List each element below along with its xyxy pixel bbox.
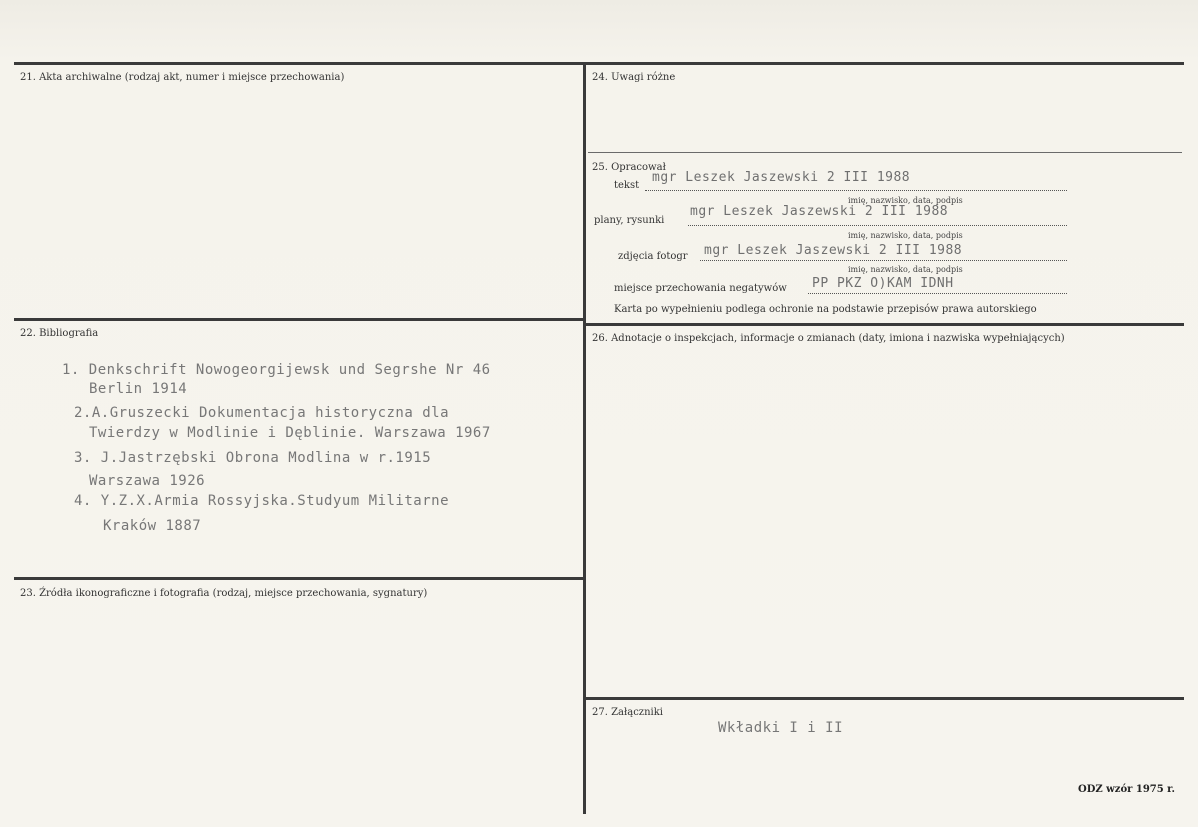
right-rule-25 bbox=[588, 152, 1182, 153]
bibliography-line-6: Warszawa 1926 bbox=[89, 473, 206, 489]
negatywy-label: miejsce przechowania negatywów bbox=[614, 283, 787, 294]
plany-caption: imię, nazwisko, data, podpis bbox=[848, 231, 963, 240]
section-24-label: 24. Uwagi różne bbox=[592, 72, 676, 83]
attachments-value: Wkładki I i II bbox=[718, 720, 844, 736]
top-rule bbox=[14, 62, 1184, 65]
bibliography-line-2: Berlin 1914 bbox=[89, 381, 188, 397]
bibliography-line-8: Kraków 1887 bbox=[103, 518, 202, 534]
plany-line bbox=[688, 225, 1067, 226]
section-23-label: 23. Źródła ikonograficzne i fotografia (rodzaj, miejsce przechowania, sygnatury) bbox=[20, 588, 428, 599]
zdjecia-line bbox=[700, 260, 1067, 261]
negatywy-line bbox=[808, 293, 1067, 294]
bibliography-line-5: 3. J.Jastrzębski Obrona Modlina w r.1915 bbox=[74, 450, 432, 466]
left-rule-22 bbox=[14, 318, 583, 321]
copyright-note: Karta po wypełnieniu podlega ochronie na podstawie przepisów prawa autorskiego bbox=[614, 304, 1037, 315]
tekst-line bbox=[645, 190, 1067, 191]
negatywy-value: PP PKZ O)KAM IDNH bbox=[812, 276, 954, 291]
section-26-label: 26. Adnotacje o inspekcjach, informacje o zmianach (daty, imiona i nazwiska wypełniających) bbox=[592, 333, 1065, 344]
right-rule-27 bbox=[586, 697, 1184, 700]
bibliography-line-4: Twierdzy w Modlinie i Dęblinie. Warszawa 1967 bbox=[89, 425, 491, 441]
section-22-label: 22. Bibliografia bbox=[20, 328, 99, 339]
plany-label: plany, rysunki bbox=[594, 215, 665, 226]
bibliography-line-7: 4. Y.Z.X.Armia Rossyjska.Studyum Militarne bbox=[74, 493, 450, 509]
zdjecia-label: zdjęcia fotogr bbox=[618, 251, 688, 262]
bibliography-line-3: 2.A.Gruszecki Dokumentacja historyczna dla bbox=[74, 405, 450, 421]
left-rule-23 bbox=[14, 577, 583, 580]
plany-value: mgr Leszek Jaszewski 2 III 1988 bbox=[690, 204, 949, 219]
zdjecia-caption: imię, nazwisko, data, podpis bbox=[848, 265, 963, 274]
tekst-label: tekst bbox=[614, 180, 640, 191]
tekst-caption: imię, nazwisko, data, podpis bbox=[848, 196, 963, 205]
center-divider bbox=[583, 64, 586, 814]
section-27-label: 27. Załączniki bbox=[592, 707, 663, 718]
section-21-label: 21. Akta archiwalne (rodzaj akt, numer i miejsce przechowania) bbox=[20, 72, 345, 83]
tekst-value: mgr Leszek Jaszewski 2 III 1988 bbox=[652, 170, 911, 185]
bibliography-line-1: 1. Denkschrift Nowogeorgijewsk und Segrshe Nr 46 bbox=[62, 362, 491, 378]
zdjecia-value: mgr Leszek Jaszewski 2 III 1988 bbox=[704, 243, 963, 258]
section-25-label: 25. Opracował bbox=[592, 162, 666, 173]
form-model-footer: ODZ wzór 1975 r. bbox=[1078, 784, 1176, 795]
right-rule-26 bbox=[586, 323, 1184, 326]
